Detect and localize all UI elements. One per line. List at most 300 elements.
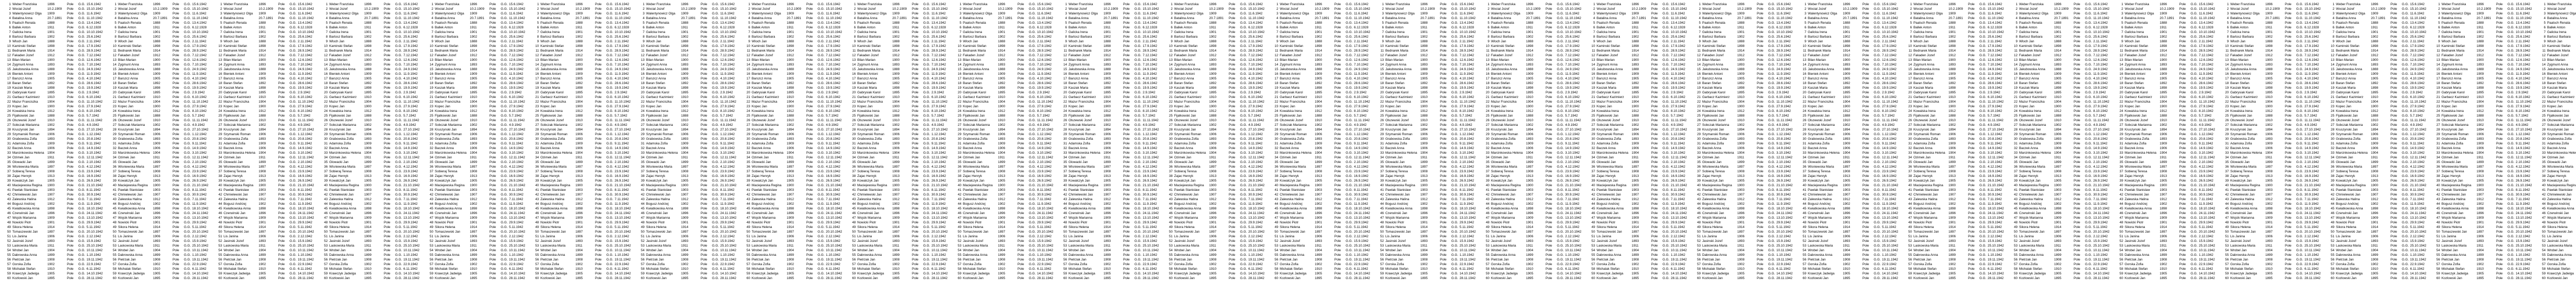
category: G.G. bbox=[1134, 25, 1142, 30]
nationality: Pole bbox=[701, 123, 711, 127]
entry-number: 53 bbox=[848, 243, 856, 248]
nationality: Pole bbox=[384, 197, 394, 202]
entry-number: 54 bbox=[426, 248, 433, 253]
person-name: Wojcik Marianna bbox=[1069, 216, 1103, 220]
death-date: 25.10.1942 bbox=[615, 243, 632, 248]
death-date: 22.9.1942 bbox=[826, 262, 843, 267]
nationality: Pole bbox=[173, 86, 183, 90]
register-row bbox=[426, 100, 529, 104]
birth-date: 1895 bbox=[1104, 276, 1122, 281]
person-name: Kopec Jan bbox=[435, 104, 469, 109]
person-name: Fakaden Jozef bbox=[857, 53, 891, 58]
birth-date: 1906 bbox=[787, 132, 805, 137]
death-date: 25.10.1942 bbox=[192, 243, 210, 248]
entry-number: 18 bbox=[320, 81, 328, 86]
birth-date: 1895 bbox=[998, 276, 1016, 281]
register-row bbox=[742, 48, 846, 53]
register-row bbox=[3, 234, 107, 239]
nationality: Pole bbox=[595, 100, 605, 104]
death-date: 7.11.1942 bbox=[1248, 197, 1266, 202]
nationality: Pole bbox=[1018, 127, 1028, 132]
birth-date: 1902 bbox=[787, 202, 805, 206]
category: G.G. bbox=[712, 113, 719, 118]
entry-number: 5 bbox=[3, 21, 11, 25]
death-date: 11.10.1942 bbox=[615, 100, 632, 104]
person-name: Kozlowski Jan bbox=[540, 276, 574, 281]
register-row bbox=[214, 44, 318, 48]
person-name: Batalina Anna bbox=[646, 16, 680, 21]
person-name: Wocial Jozef bbox=[12, 7, 46, 11]
death-date: 19.11.1942 bbox=[87, 257, 104, 262]
register-row bbox=[109, 160, 212, 165]
category: G.G. bbox=[818, 109, 825, 113]
nationality: Pole bbox=[489, 132, 500, 137]
death-date: 14.9.1942 bbox=[720, 146, 738, 151]
entry-number: 32 bbox=[1059, 146, 1067, 151]
death-date: 6.12.1928 bbox=[615, 25, 632, 30]
birth-date: 1911 bbox=[892, 155, 911, 160]
person-name: Bednarek Maria bbox=[118, 48, 152, 53]
birth-date: 1901 bbox=[575, 30, 594, 35]
category: G.G. bbox=[78, 230, 86, 234]
nationality: Pole bbox=[67, 248, 77, 253]
person-name: Fijalkowski Jan bbox=[540, 113, 574, 118]
nationality: Pole bbox=[912, 151, 922, 155]
nationality: Pole bbox=[278, 160, 289, 165]
register-row bbox=[320, 48, 423, 53]
birth-date: 1899 bbox=[153, 160, 172, 165]
register-row bbox=[848, 44, 952, 48]
entry-number: 32 bbox=[637, 146, 645, 151]
nationality: Pole bbox=[595, 141, 605, 146]
category: G.G. bbox=[1240, 62, 1247, 67]
nationality: Pole bbox=[1018, 58, 1028, 62]
nationality: Pole bbox=[1123, 267, 1133, 271]
register-row bbox=[214, 230, 318, 234]
birth-date: 1911 bbox=[364, 25, 383, 30]
birth-date: 1888 bbox=[1104, 113, 1122, 118]
category: G.G. bbox=[1240, 188, 1247, 192]
nationality: Pole bbox=[173, 271, 183, 276]
birth-date: 1910 bbox=[364, 95, 383, 100]
category: G.G. bbox=[501, 174, 508, 178]
death-date: 13.4.1942 bbox=[1037, 21, 1055, 25]
register-row bbox=[531, 202, 635, 206]
person-name: Weber Franziska bbox=[646, 2, 680, 7]
nationality: Pole bbox=[384, 90, 394, 95]
nationality: Pole bbox=[806, 81, 817, 86]
register-row bbox=[320, 76, 423, 81]
category: G.G. bbox=[818, 248, 825, 253]
register-row bbox=[637, 72, 740, 76]
entry-number: 6 bbox=[742, 25, 750, 30]
nationality: Pole bbox=[701, 188, 711, 192]
register-row bbox=[742, 197, 846, 202]
entry-number: 40 bbox=[848, 183, 856, 188]
entry-number: 13 bbox=[214, 58, 222, 62]
register-row bbox=[3, 165, 107, 169]
death-date: 27.9.1942 bbox=[509, 104, 527, 109]
entry-number: 58 bbox=[637, 267, 645, 271]
category: G.G. bbox=[501, 48, 508, 53]
category: G.G. bbox=[184, 113, 191, 118]
nationality: Pole bbox=[701, 53, 711, 58]
category: G.G. bbox=[1240, 225, 1247, 230]
entry-number: 57 bbox=[954, 262, 961, 267]
entry-number: 10 bbox=[320, 44, 328, 48]
category: G.G. bbox=[78, 30, 86, 35]
death-date: 23.9.1942 bbox=[1248, 169, 1266, 174]
nationality: Pole bbox=[701, 21, 711, 25]
category: G.G. bbox=[1134, 123, 1142, 127]
death-date: 29.9.1942 bbox=[826, 220, 843, 225]
nationality: Pole bbox=[67, 197, 77, 202]
category: G.G. bbox=[501, 109, 508, 113]
birth-date: 1909 bbox=[892, 72, 911, 76]
register-row bbox=[1059, 67, 1163, 72]
death-date: 22.9.1942 bbox=[720, 262, 738, 267]
nationality: Pole bbox=[1123, 257, 1133, 262]
category: G.G. bbox=[290, 169, 297, 174]
person-name: Walentynowicz Olga bbox=[224, 11, 258, 16]
birth-date: 1909 bbox=[153, 72, 172, 76]
nationality: Pole bbox=[806, 211, 817, 216]
register-row bbox=[1165, 137, 1268, 141]
person-name: Krawczyk Jadwiga bbox=[118, 271, 152, 276]
person-name: Fijalkowski Jan bbox=[435, 113, 469, 118]
category: G.G. bbox=[290, 178, 297, 183]
nationality: Pole bbox=[1123, 174, 1133, 178]
register-row bbox=[1059, 183, 1163, 188]
death-date: 11.9.1942 bbox=[298, 202, 315, 206]
person-name: Kwiatkowska Anna bbox=[12, 206, 46, 211]
category: G.G. bbox=[1240, 118, 1247, 123]
birth-date: 1888 bbox=[998, 39, 1016, 44]
death-date: 14.10.1942 bbox=[509, 271, 527, 276]
person-name: Krawczyk Jadwiga bbox=[540, 271, 574, 276]
register-row bbox=[954, 141, 1057, 146]
birth-date: 1914 bbox=[1209, 48, 1228, 53]
category: G.G. bbox=[78, 169, 86, 174]
register-row bbox=[426, 155, 529, 160]
death-date: 4.12.1942 bbox=[1143, 165, 1160, 169]
nationality: Pole bbox=[1018, 197, 1028, 202]
death-date: 11.10.1942 bbox=[931, 16, 949, 21]
death-date: 2.9.1942 bbox=[1248, 90, 1266, 95]
nationality: Pole bbox=[806, 95, 817, 100]
entry-number: 4 bbox=[1059, 16, 1067, 21]
register-row bbox=[109, 62, 212, 67]
category: G.G. bbox=[395, 11, 402, 16]
person-name: Tomaszewski Jan bbox=[1069, 230, 1103, 234]
nationality: Pole bbox=[384, 151, 394, 155]
person-name: Jakubowska Anna bbox=[329, 67, 363, 72]
register-row bbox=[637, 53, 740, 58]
nationality: Pole bbox=[67, 2, 77, 7]
person-name: Kaszak Maria bbox=[224, 86, 258, 90]
register-row bbox=[1059, 118, 1163, 123]
nationality: Pole bbox=[912, 48, 922, 53]
register-row bbox=[1059, 230, 1163, 234]
nationality: Pole bbox=[1018, 109, 1028, 113]
person-name: Czerwinski Jan bbox=[540, 211, 574, 216]
nationality: Pole bbox=[489, 267, 500, 271]
death-date: 2.12.1942 bbox=[826, 234, 843, 239]
entry-number: 25 bbox=[426, 113, 433, 118]
register-row bbox=[1059, 165, 1163, 169]
entry-number: 23 bbox=[320, 104, 328, 109]
entry-number: 54 bbox=[954, 248, 961, 253]
nationality: Pole bbox=[595, 234, 605, 239]
death-date: 5.11.1942 bbox=[509, 225, 527, 230]
birth-date: 1909 bbox=[681, 11, 700, 16]
death-date: 4.9.1942 bbox=[1037, 123, 1055, 127]
nationality: Pole bbox=[384, 253, 394, 257]
birth-date: 1909 bbox=[998, 72, 1016, 76]
nationality: Pole bbox=[912, 146, 922, 151]
death-date: 14.9.1942 bbox=[192, 146, 210, 151]
register-row bbox=[426, 2, 529, 7]
birth-date: 1911 bbox=[787, 243, 805, 248]
birth-date: 1905 bbox=[575, 76, 594, 81]
entry-number: 28 bbox=[426, 127, 433, 132]
register-row bbox=[3, 113, 107, 118]
category: G.G. bbox=[290, 104, 297, 109]
person-name: Jakubowska Anna bbox=[752, 67, 786, 72]
entry-number: 48 bbox=[637, 220, 645, 225]
birth-date: 1908 bbox=[364, 169, 383, 174]
death-date: 10.10.1942 bbox=[615, 30, 632, 35]
nationality: Pole bbox=[595, 178, 605, 183]
category: G.G. bbox=[290, 100, 297, 104]
register-row bbox=[637, 174, 740, 178]
entry-number: 19 bbox=[1059, 86, 1067, 90]
category: G.G. bbox=[290, 109, 297, 113]
register-row bbox=[637, 234, 740, 239]
nationality: Pole bbox=[595, 16, 605, 21]
birth-date: 1910 bbox=[787, 267, 805, 271]
person-name: Maciejewska Regina bbox=[12, 183, 46, 188]
person-name: Zajac Henryk bbox=[1069, 174, 1103, 178]
register-row bbox=[1165, 48, 1268, 53]
death-date: 7.12.1942 bbox=[1037, 53, 1055, 58]
category: G.G. bbox=[1134, 146, 1142, 151]
person-name: Wojcik Marianna bbox=[1174, 216, 1208, 220]
death-date: 7.12.1942 bbox=[720, 53, 738, 58]
entry-number: 38 bbox=[848, 174, 856, 178]
birth-date: 1900 bbox=[47, 58, 66, 62]
person-name: Wojcik Marianna bbox=[12, 216, 46, 220]
death-date: 16.9.1942 bbox=[298, 174, 315, 178]
death-date: 11.6.1942 bbox=[826, 11, 843, 16]
entry-number: 38 bbox=[1165, 174, 1173, 178]
category: G.G. bbox=[1134, 132, 1142, 137]
nationality: Pole bbox=[806, 267, 817, 271]
nationality: Pole bbox=[278, 132, 289, 137]
birth-date: 1899 bbox=[1209, 160, 1228, 165]
register-row bbox=[3, 39, 107, 44]
birth-date: 1895 bbox=[153, 276, 172, 281]
category: G.G. bbox=[606, 165, 614, 169]
nationality: Pole bbox=[384, 239, 394, 243]
register-row bbox=[3, 169, 107, 174]
person-name: Zygmunt Anna bbox=[752, 62, 786, 67]
person-name: Michalak Stefan bbox=[12, 267, 46, 271]
nationality: Pole bbox=[595, 160, 605, 165]
entry-number: 58 bbox=[954, 267, 961, 271]
entry-number: 20 bbox=[1059, 90, 1067, 95]
death-date: 27.10.1942 bbox=[87, 127, 104, 132]
category: G.G. bbox=[606, 113, 614, 118]
register-row bbox=[848, 183, 952, 188]
nationality: Pole bbox=[912, 90, 922, 95]
death-date: 14.10.1942 bbox=[1037, 271, 1055, 276]
person-name: Mazur Franciszka bbox=[435, 100, 469, 104]
nationality: Pole bbox=[1018, 2, 1028, 7]
death-date: 27.9.1942 bbox=[403, 104, 421, 109]
death-date: 5.7.1942 bbox=[615, 113, 632, 118]
birth-date: 1893 bbox=[259, 137, 277, 141]
death-date: 4.10.1942 bbox=[826, 76, 843, 81]
entry-number: 9 bbox=[109, 39, 116, 44]
category: G.G. bbox=[501, 271, 508, 276]
register-row bbox=[109, 155, 212, 160]
register-row bbox=[637, 183, 740, 188]
death-date: 17.9.1942 bbox=[615, 44, 632, 48]
entry-number: 59 bbox=[954, 271, 961, 276]
entry-number: 7 bbox=[531, 30, 539, 35]
nationality: Pole bbox=[173, 21, 183, 25]
entry-number: 26 bbox=[1165, 118, 1173, 123]
register-row bbox=[214, 220, 318, 225]
death-date: 7.11.1942 bbox=[720, 197, 738, 202]
person-name: Olszewski Jozef bbox=[118, 118, 152, 123]
death-date: 27.9.1942 bbox=[720, 104, 738, 109]
category: G.G. bbox=[818, 257, 825, 262]
nationality: Pole bbox=[278, 243, 289, 248]
register-row bbox=[531, 11, 635, 16]
register-row bbox=[531, 155, 635, 160]
birth-date: 1911 bbox=[153, 155, 172, 160]
register-row bbox=[848, 165, 952, 169]
entry-number: 10 bbox=[1059, 44, 1067, 48]
birth-date: 1888 bbox=[681, 21, 700, 25]
nationality: Pole bbox=[489, 35, 500, 39]
nationality: Pole bbox=[701, 151, 711, 155]
register-row bbox=[848, 21, 952, 25]
category: G.G. bbox=[923, 81, 930, 86]
birth-date: 20.7.1891 bbox=[681, 16, 700, 21]
register-row bbox=[320, 174, 423, 178]
entry-number: 11 bbox=[954, 48, 961, 53]
person-name: Chmielewski Jan bbox=[752, 192, 786, 197]
death-date: 18.10.1942 bbox=[192, 206, 210, 211]
birth-date: 1900 bbox=[364, 58, 383, 62]
death-date: 7.10.1942 bbox=[192, 62, 210, 67]
death-date: 6.11.1942 bbox=[1037, 267, 1055, 271]
death-date: 11.6.1942 bbox=[509, 11, 527, 16]
category: G.G. bbox=[1240, 141, 1247, 146]
person-name: Glowacki Jan bbox=[224, 160, 258, 165]
birth-date: 1893 bbox=[259, 239, 277, 243]
entry-number: 36 bbox=[109, 165, 116, 169]
birth-date: 1911 bbox=[47, 243, 66, 248]
category: G.G. bbox=[395, 44, 402, 48]
register-row bbox=[109, 35, 212, 39]
register-row bbox=[531, 169, 635, 174]
person-name: Wisniewska Maria bbox=[752, 165, 786, 169]
death-date: 20.10.1942 bbox=[1143, 230, 1160, 234]
category: G.G. bbox=[712, 109, 719, 113]
death-date: 5.11.1942 bbox=[1037, 225, 1055, 230]
entry-number: 27 bbox=[214, 123, 222, 127]
category: G.G. bbox=[1240, 183, 1247, 188]
nationality: Pole bbox=[595, 86, 605, 90]
category: G.G. bbox=[1029, 104, 1036, 109]
category: G.G. bbox=[290, 253, 297, 257]
entry-number: 11 bbox=[742, 48, 750, 53]
birth-date: 1898 bbox=[575, 86, 594, 90]
birth-date: 20.7.1891 bbox=[998, 16, 1016, 21]
register-row bbox=[3, 267, 107, 271]
register-row bbox=[109, 262, 212, 267]
nationality: Pole bbox=[67, 109, 77, 113]
death-date: 7.12.1942 bbox=[403, 53, 421, 58]
entry-number: 37 bbox=[531, 169, 539, 174]
person-name: Baczek Anna bbox=[540, 146, 574, 151]
person-name: Walentynowicz Olga bbox=[857, 11, 891, 16]
register-row bbox=[3, 62, 107, 67]
entry-number: 50 bbox=[1165, 230, 1173, 234]
register-row bbox=[426, 276, 529, 281]
register-row bbox=[3, 90, 107, 95]
nationality: Pole bbox=[67, 100, 77, 104]
death-date: 5.11.1942 bbox=[615, 225, 632, 230]
entry-number: 56 bbox=[3, 257, 11, 262]
category: G.G. bbox=[818, 151, 825, 155]
category: G.G. bbox=[184, 178, 191, 183]
category: G.G. bbox=[395, 2, 402, 7]
register-row bbox=[1165, 141, 1268, 146]
category: G.G. bbox=[395, 81, 402, 86]
register-row bbox=[426, 25, 529, 30]
register-row bbox=[1059, 206, 1163, 211]
category: G.G. bbox=[290, 53, 297, 58]
entry-number: 18 bbox=[531, 81, 539, 86]
person-name: Wloch Jan bbox=[963, 39, 997, 44]
nationality: Pole bbox=[173, 53, 183, 58]
death-date: 4.10.1942 bbox=[720, 76, 738, 81]
entry-number: 8 bbox=[531, 35, 539, 39]
entry-number: 53 bbox=[531, 243, 539, 248]
death-date: 27.9.1942 bbox=[87, 104, 104, 109]
entry-number: 52 bbox=[531, 239, 539, 243]
entry-number: 47 bbox=[742, 216, 750, 220]
death-date: 12.6.1942 bbox=[403, 58, 421, 62]
birth-date: 1912 bbox=[998, 197, 1016, 202]
category: G.G. bbox=[1134, 257, 1142, 262]
death-date: 8.11.1942 bbox=[1037, 188, 1055, 192]
entry-number: 1 bbox=[1059, 2, 1067, 7]
birth-date: 1911 bbox=[259, 25, 277, 30]
death-date: 20.10.1942 bbox=[615, 230, 632, 234]
entry-number: 33 bbox=[426, 151, 433, 155]
death-date: 11.9.1942 bbox=[298, 72, 315, 76]
nationality: Pole bbox=[384, 2, 394, 7]
register-row bbox=[637, 165, 740, 169]
birth-date: 10.2.1909 bbox=[998, 7, 1016, 11]
register-row bbox=[3, 151, 107, 155]
